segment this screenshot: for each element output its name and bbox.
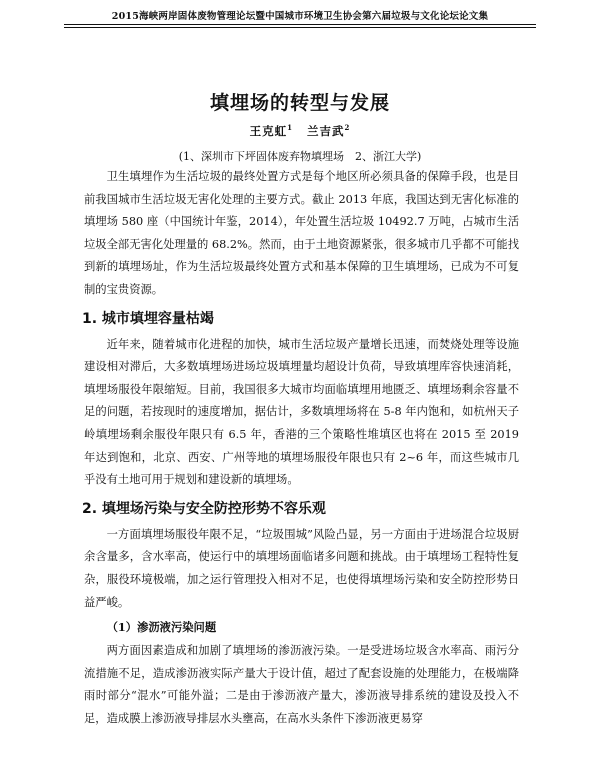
subsection-1-heading: （1）渗沥液污染问题: [106, 620, 217, 635]
author-2: 兰吉武: [307, 124, 345, 138]
paper-body: [84, 166, 519, 730]
author-2-mark: 2: [344, 123, 351, 133]
header-rule-thick: [64, 24, 536, 25]
running-header: 2015海峡两岸固体废物管理论坛暨中国城市环境卫生协会第六届垃圾与文化论坛论文集: [111, 11, 489, 22]
paper-title: 填埋场的转型与发展: [209, 92, 390, 114]
section-1-paragraph: 近年来，随着城市化进程的加快，城市生活垃圾产量增长迅速，而焚烧处理等设施建设相对滞后，大多数填埋场进场垃圾填埋量均超设计负荷，导致填埋库容快速消耗，填埋场服役年限缩短。目前，我国很多大城市均面临填埋用地匮乏、填埋场剩余容量不足的问题，若按现时的速度增加，据估计，多数填埋场将在 5-8 年内饱和，如杭州天子岭填埋场剩余服役年限只有 6.5 年，香港的三个策略性堆填区也将在 2015 至 2019 年达到饱和，北京、西安、广州等地的填埋场服役年限也只有 2~6 年，而这些城市几乎没有土地可用于规划和建设新的填埋场。: [84, 337, 519, 487]
section-1-heading: 1. 城市填埋容量枯竭: [82, 310, 214, 327]
author-line: [0, 123, 600, 139]
header-rule-thin: [64, 27, 536, 28]
author-1-mark: 1: [287, 123, 293, 133]
section-2-heading: 2. 填埋场污染与安全防控形势不容乐观: [82, 500, 326, 517]
subsection-1-paragraph: 两方面因素造成和加剧了填埋场的渗沥液污染。一是受进场垃圾含水率高、雨污分流措施不足，造成渗沥液实际产量大于设计值，超过了配套设施的处理能力，在极端降雨时部分“混水”可能外溢；二是由于渗沥液产量大，渗沥液导排系统的建设及投入不足，造成膜上渗沥液导排层水头壅高，在高水头条件下渗沥液更易穿: [84, 644, 519, 725]
affiliation: (1、深圳市下坪固体废弃物填埋场 2、浙江大学): [178, 150, 422, 163]
author-1: 王克虹: [249, 124, 288, 138]
section-2-paragraph: 一方面填埋场服役年限不足，“垃圾围城”风险凸显，另一方面由于进场混合垃圾厨余含量多，含水率高，使运行中的填埋场面临诸多问题和挑战。由于填埋场工程特性复杂，服役环境极端，加之运行管理投入相对不足，也使得填埋场污染和安全防控形势日益严峻。: [84, 527, 519, 609]
intro-paragraph: 卫生填埋作为生活垃圾的最终处置方式是每个地区所必须具备的保障手段，也是目前我国城市生活垃圾无害化处理的主要方式。截止 2013 年底，我国达到无害化标准的填埋场 580 座（中国统计年鉴，2014），年处置生活垃圾 10492.7 万吨，占城市生活垃圾全部无害化处理量的 68.2%。然而，由于土地资源紧张，很多城市几乎都不可能找到新的填埋场址，作为生活垃圾最终处置方式和基本保障的卫生填埋场，已成为不可复制的宝贵资源。: [84, 170, 519, 296]
